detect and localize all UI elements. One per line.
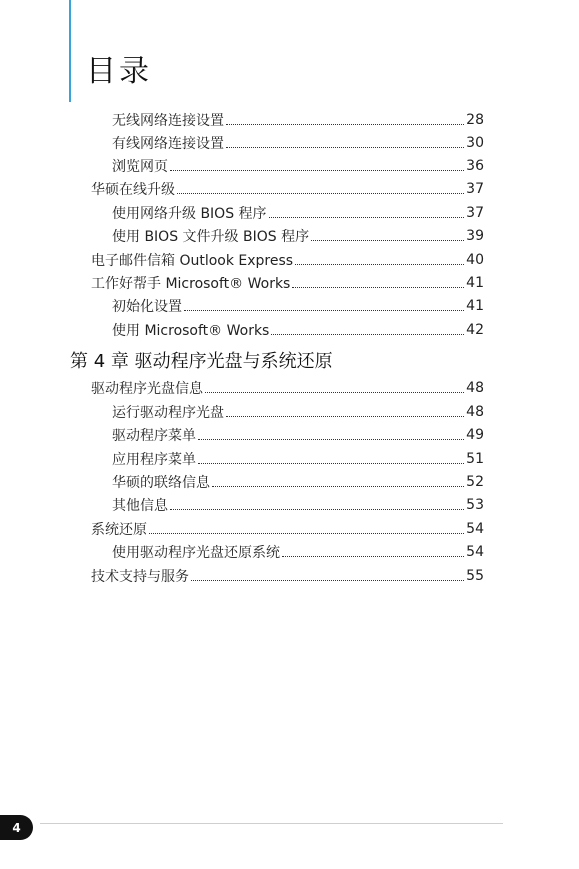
dot-leader (191, 579, 464, 581)
toc-entry-wired[interactable] (112, 132, 484, 154)
toc-entry-title: 运行驱动程序光盘 (112, 405, 224, 421)
toc-entry-use-works[interactable] (112, 319, 484, 341)
dot-leader (198, 462, 464, 464)
dot-leader (205, 391, 464, 393)
toc-entry-page: 37 (466, 205, 484, 221)
dot-leader (177, 192, 464, 194)
toc-entry-page: 42 (466, 322, 484, 338)
toc-entry-other-info[interactable] (112, 494, 484, 516)
dot-leader (212, 485, 464, 487)
toc-entry-page: 55 (466, 568, 484, 584)
toc-entry-wireless[interactable] (112, 109, 484, 131)
toc-entry-page: 54 (466, 521, 484, 537)
toc-entry-title: 浏览网页 (112, 159, 168, 175)
dot-leader (170, 508, 464, 510)
dot-leader (269, 216, 465, 218)
toc-entry-driver-menu[interactable] (112, 424, 484, 446)
toc-entry-title: 有线网络连接设置 (112, 136, 224, 152)
toc-entry-works[interactable] (91, 272, 484, 294)
toc-entry-page: 41 (466, 275, 484, 291)
page-number: 4 (12, 820, 21, 835)
toc-entry-driver-cd-info[interactable] (91, 377, 484, 399)
page-number-badge (0, 815, 33, 840)
toc-entry-page: 53 (466, 497, 484, 513)
toc-entry-title: 使用驱动程序光盘还原系统 (112, 545, 280, 561)
toc-entry-title: 驱动程序光盘信息 (91, 381, 203, 397)
toc-entry-title: 技术支持与服务 (91, 569, 189, 585)
toc-entry-title: 电子邮件信箱 Outlook Express (91, 253, 294, 269)
dot-leader (184, 309, 464, 311)
toc-entry-title: 工作好帮手 Microsoft® Works (91, 276, 291, 292)
toc-entry-support[interactable] (91, 565, 484, 587)
toc-entry-title: 华硕在线升级 (91, 182, 175, 198)
toc-entry-page: 51 (466, 451, 484, 467)
toc-entry-title: 使用 BIOS 文件升级 BIOS 程序 (112, 229, 310, 245)
dot-leader (282, 555, 464, 557)
toc-entry-title: 使用网络升级 BIOS 程序 (112, 206, 267, 222)
toc-entry-page: 30 (466, 135, 484, 151)
toc-entry-title: 系统还原 (91, 522, 147, 538)
dot-leader (198, 438, 464, 440)
chapter-heading: 第 4 章 驱动程序光盘与系统还原 (70, 351, 333, 372)
toc-entry-title: 应用程序菜单 (112, 452, 196, 468)
dot-leader (292, 286, 464, 288)
dot-leader (226, 123, 464, 125)
toc-entry-title: 华硕的联络信息 (112, 475, 210, 491)
toc-entry-bios-network[interactable] (112, 202, 484, 224)
toc-entry-page: 52 (466, 474, 484, 490)
toc-entry-title: 无线网络连接设置 (112, 113, 224, 129)
dot-leader (311, 239, 464, 241)
page-title: 目录 (86, 54, 152, 89)
toc-entry-outlook[interactable] (91, 249, 484, 271)
toc-entry-page: 48 (466, 404, 484, 420)
toc-entry-online-update[interactable] (91, 178, 484, 200)
toc-entry-init[interactable] (112, 295, 484, 317)
footer-rule (40, 823, 503, 824)
toc-entry-page: 41 (466, 298, 484, 314)
toc-entry-title: 驱动程序菜单 (112, 428, 196, 444)
toc-entry-page: 37 (466, 181, 484, 197)
toc-entry-app-menu[interactable] (112, 448, 484, 470)
toc-entry-page: 49 (466, 427, 484, 443)
toc-entry-browse[interactable] (112, 155, 484, 177)
toc-entry-page: 36 (466, 158, 484, 174)
dot-leader (295, 263, 464, 265)
toc-entry-run-driver-cd[interactable] (112, 401, 484, 423)
toc-entry-page: 48 (466, 380, 484, 396)
toc-entry-title: 初始化设置 (112, 299, 182, 315)
toc-entry-bios-file[interactable] (112, 225, 484, 247)
toc-entry-contact[interactable] (112, 471, 484, 493)
toc-entry-title: 使用 Microsoft® Works (112, 323, 270, 339)
toc-entry-page: 39 (466, 228, 484, 244)
toc-entry-page: 40 (466, 252, 484, 268)
toc-entry-restore-with-cd[interactable] (112, 541, 484, 563)
dot-leader (226, 146, 464, 148)
toc-entry-page: 28 (466, 112, 484, 128)
dot-leader (170, 169, 464, 171)
toc-entry-system-restore[interactable] (91, 518, 484, 540)
toc-entry-page: 54 (466, 544, 484, 560)
dot-leader (271, 333, 464, 335)
dot-leader (226, 415, 464, 417)
dot-leader (149, 532, 464, 534)
toc-entry-title: 其他信息 (112, 498, 168, 514)
